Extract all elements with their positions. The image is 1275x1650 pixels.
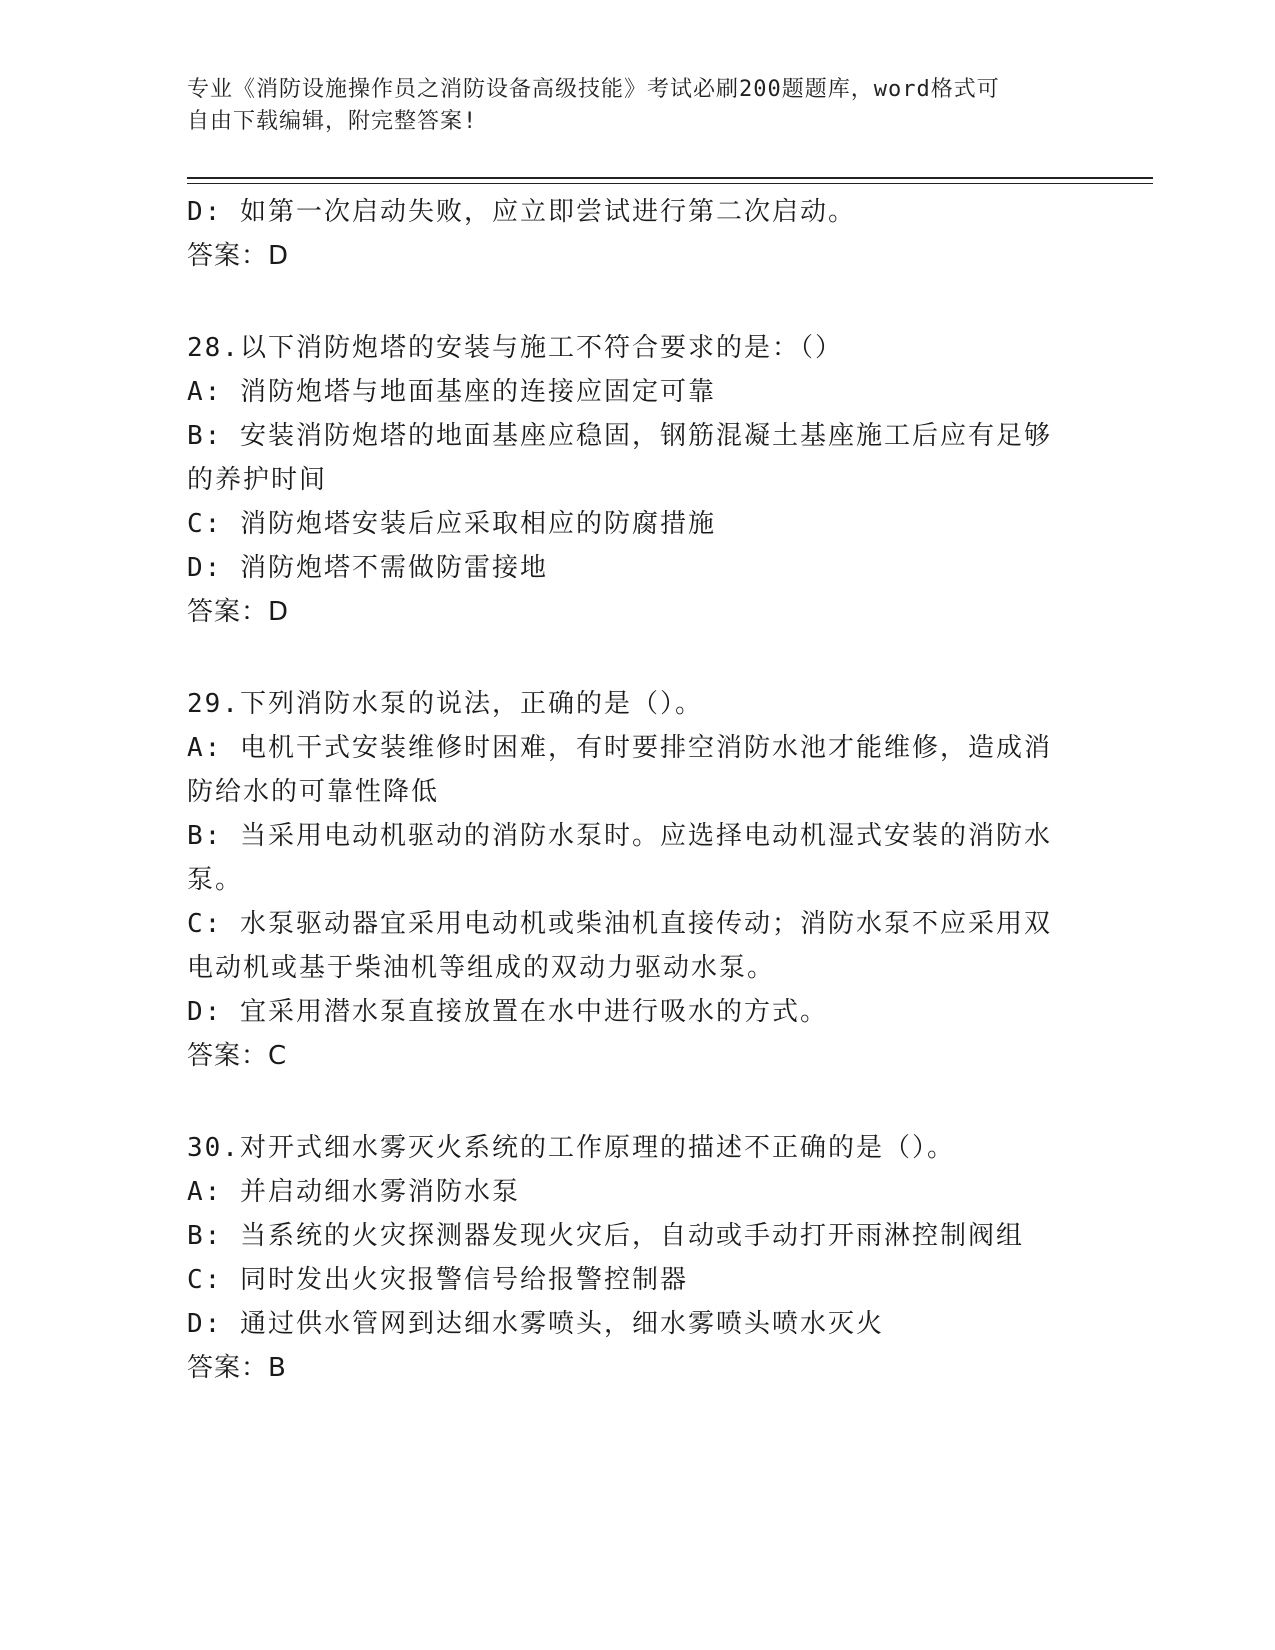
header-rule-thin	[187, 183, 1153, 184]
option-line: A: 并启动细水雾消防水泵	[187, 1177, 520, 1207]
option-line: 电动机或基于柴油机等组成的双动力驱动水泵。	[187, 953, 776, 983]
question-29	[187, 682, 1087, 1078]
option-line: B: 当系统的火灾探测器发现火灾后，自动或手动打开雨淋控制阀组	[187, 1221, 1024, 1251]
option-line: C: 消防炮塔安装后应采取相应的防腐措施	[187, 509, 716, 539]
header-title-line-1: 专业《消防设施操作员之消防设备高级技能》考试必刷200题题库，word格式可	[187, 77, 1000, 102]
document-header	[187, 74, 1067, 138]
option-line: C: 同时发出火灾报警信号给报警控制器	[187, 1265, 688, 1295]
option-line: 的养护时间	[187, 465, 328, 495]
question-stem: 30.对开式细水雾灭火系统的工作原理的描述不正确的是（）。	[187, 1133, 955, 1163]
answer-line: 答案：C	[187, 1041, 288, 1071]
option-line: B: 安装消防炮塔的地面基座应稳固，钢筋混凝土基座施工后应有足够	[187, 421, 1052, 451]
question-stem: 29.下列消防水泵的说法，正确的是（）。	[187, 689, 703, 719]
question-stem: 28.以下消防炮塔的安装与施工不符合要求的是：（）	[187, 333, 843, 363]
answer-line: 答案：B	[187, 1353, 287, 1383]
header-title-line-2: 自由下载编辑，附完整答案!	[187, 109, 478, 134]
option-line: A: 消防炮塔与地面基座的连接应固定可靠	[187, 377, 716, 407]
option-line: D: 通过供水管网到达细水雾喷头，细水雾喷头喷水灭火	[187, 1309, 884, 1339]
option-line: 泵。	[187, 865, 244, 895]
previous-question-tail	[187, 190, 1087, 278]
option-line: A: 电机干式安装维修时困难，有时要排空消防水池才能维修，造成消	[187, 733, 1052, 763]
question-28	[187, 326, 1087, 634]
document-body	[187, 190, 1087, 1390]
option-line: B: 当采用电动机驱动的消防水泵时。应选择电动机湿式安装的消防水	[187, 821, 1052, 851]
option-line: 防给水的可靠性降低	[187, 777, 440, 807]
option-line: D: 消防炮塔不需做防雷接地	[187, 553, 548, 583]
question-30	[187, 1126, 1087, 1390]
option-line: D: 宜采用潜水泵直接放置在水中进行吸水的方式。	[187, 997, 828, 1027]
option-d: D: 如第一次启动失败，应立即尝试进行第二次启动。	[187, 197, 856, 227]
answer-line: 答案：D	[187, 597, 290, 627]
answer-line: 答案：D	[187, 241, 290, 271]
header-rule-thick	[187, 177, 1153, 179]
option-line: C: 水泵驱动器宜采用电动机或柴油机直接传动；消防水泵不应采用双	[187, 909, 1052, 939]
